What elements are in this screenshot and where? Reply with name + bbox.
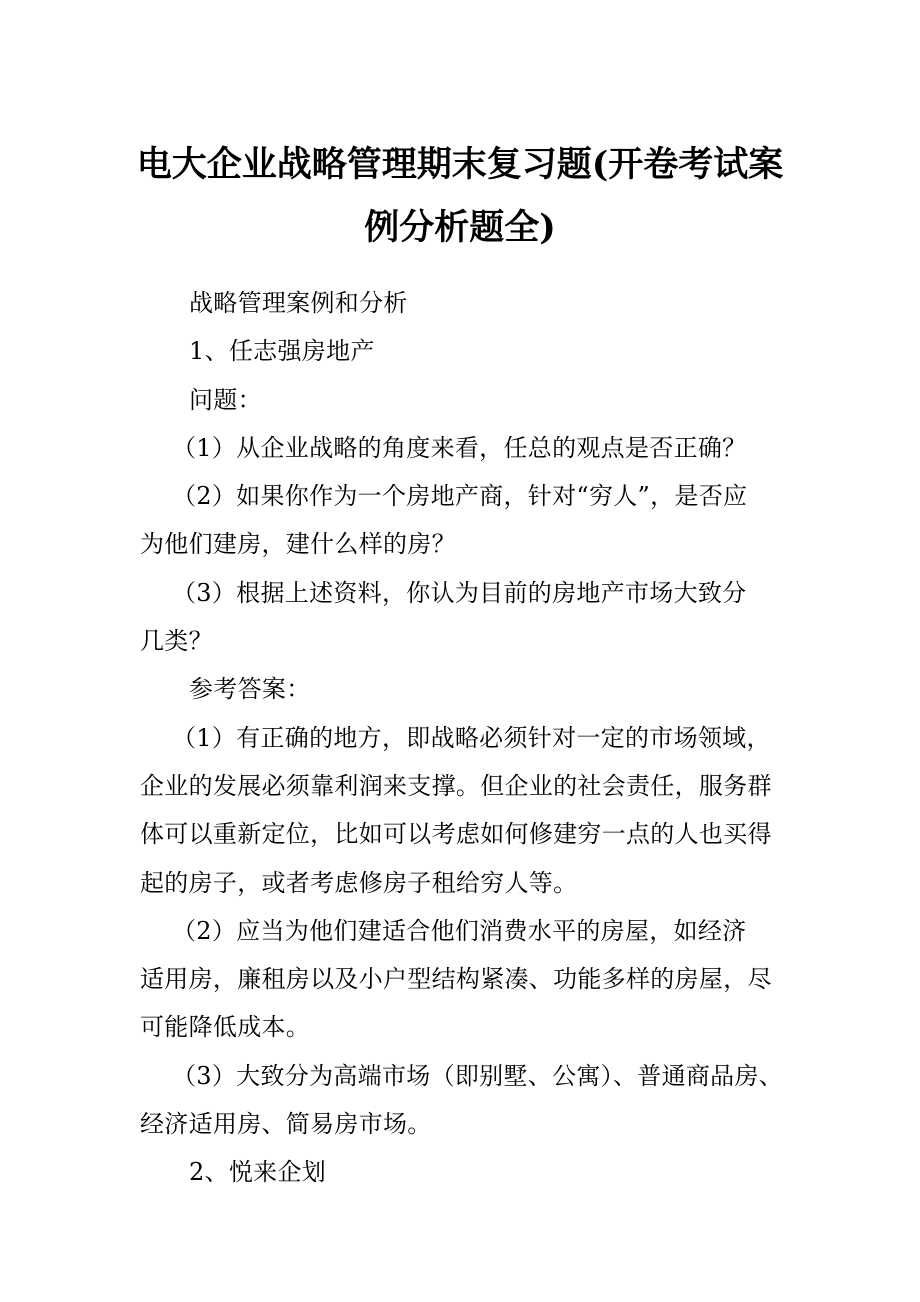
answer-2-line: （2）应当为他们建适合他们消费水平的房屋，如经济 (172, 916, 747, 945)
question-2-line: 为他们建房，建什么样的房？ (140, 530, 456, 559)
section-heading: 战略管理案例和分析 (189, 289, 408, 317)
case-1-title: 1、任志强房地产 (189, 337, 375, 366)
document-title-line-2: 例分析题全) (364, 207, 556, 248)
answer-1-line: 起的房子，或者考虑修房子租给穷人等。 (140, 868, 578, 897)
document-title-line-1: 电大企业战略管理期末复习题(开卷考试案 (136, 144, 784, 185)
case-2-title: 2、悦来企划 (189, 1158, 327, 1187)
question-2-line: （2）如果你作为一个房地产商，针对“穷人”，是否应 (172, 482, 748, 511)
questions-label: 问题： (189, 385, 262, 414)
answers-label: 参考答案： (189, 675, 311, 704)
answer-2-line: 可能降低成本。 (140, 1013, 311, 1042)
answer-2-line: 适用房，廉租房以及小户型结构紧凑、功能多样的房屋，尽 (140, 965, 772, 994)
answer-1-line: 企业的发展必须靠利润来支撑。但企业的社会责任，服务群 (140, 771, 772, 800)
document-body (140, 286, 800, 1204)
answer-3-line: 经济适用房、简易房市场。 (140, 1110, 432, 1139)
question-1: （1）从企业战略的角度来看，任总的观点是否正确？ (172, 433, 747, 462)
question-3-line: （3）根据上述资料，你认为目前的房地产市场大致分 (172, 578, 747, 607)
answer-3-line: （3）大致分为高端市场（即别墅、公寓）、普通商品房、 (172, 1061, 784, 1090)
question-3-line: 几类？ (140, 627, 213, 656)
answer-1-line: （1）有正确的地方，即战略必须针对一定的市场领域， (172, 723, 771, 752)
answer-1-line: 体可以重新定位，比如可以考虑如何修建穷一点的人也买得 (140, 820, 772, 849)
